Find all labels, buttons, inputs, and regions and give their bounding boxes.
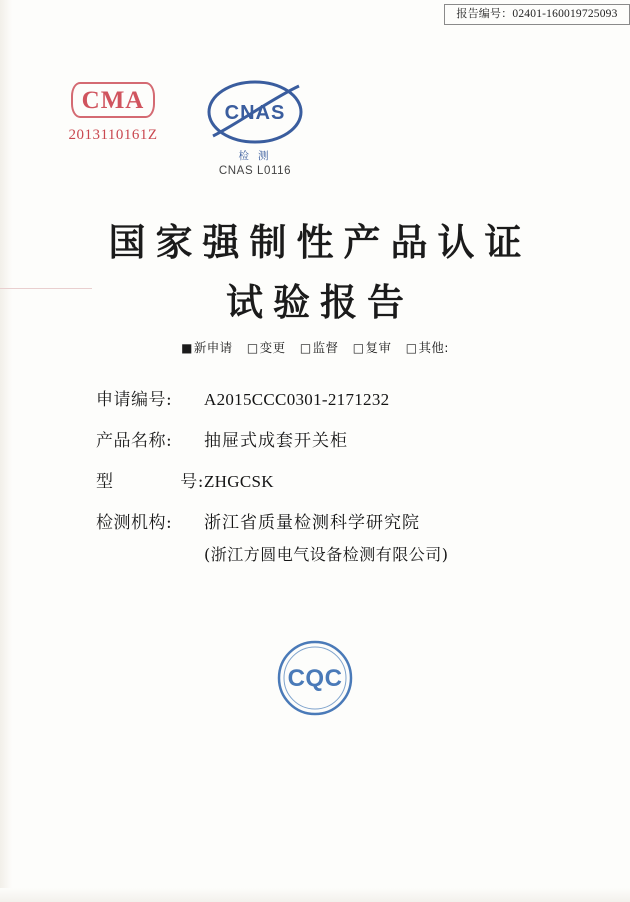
application-type-row xyxy=(0,338,630,356)
cnas-subtext: 检 测 xyxy=(238,150,272,162)
svg-text:CNAS: CNAS xyxy=(224,102,286,124)
checkbox-label-0: 新申请 xyxy=(193,340,233,355)
report-number-label: 报告编号： xyxy=(456,8,513,20)
field-value-application-number: A2015CCC0301-2171232 xyxy=(204,390,390,409)
field-row-product-name xyxy=(96,429,566,453)
field-row-testing-organization xyxy=(96,511,566,535)
field-value-product-name: 抽屉式成套开关柜 xyxy=(204,431,348,451)
checkbox-box-1[interactable]: □ xyxy=(246,341,259,355)
accreditation-marks xyxy=(40,78,340,188)
field-label-model xyxy=(96,470,204,494)
scan-edge-left xyxy=(0,0,12,902)
field-row-model xyxy=(96,470,566,494)
checkbox-label-1: 变更 xyxy=(259,340,286,355)
report-number-box xyxy=(444,4,630,25)
cma-certificate-number: 2013110161Z xyxy=(68,127,158,143)
checkbox-label-4: 其他: xyxy=(418,340,449,355)
cnas-lab-id: CNAS L0116 xyxy=(218,165,292,177)
field-label-testing-organization: 检测机构: xyxy=(96,513,173,533)
checkbox-option-0[interactable] xyxy=(181,340,232,355)
field-value-testing-organization: 浙江省质量检测科学研究院 xyxy=(204,513,420,533)
field-label-model-left: 型 xyxy=(96,472,114,492)
field-label-application-number: 申请编号: xyxy=(96,390,173,410)
svg-text:CQC: CQC xyxy=(287,665,343,692)
report-fields xyxy=(96,388,566,581)
cma-badge-icon xyxy=(71,82,155,118)
field-row-application-number xyxy=(96,388,566,412)
report-number-value: 02401-160019725093 xyxy=(512,8,618,20)
cqc-logo-icon xyxy=(271,634,359,722)
checkbox-box-2[interactable]: □ xyxy=(299,341,312,355)
checkbox-box-4[interactable]: □ xyxy=(405,341,418,355)
page-title-line2: 试验报告 xyxy=(226,280,414,324)
cma-mark xyxy=(48,82,178,144)
checkbox-label-3: 复审 xyxy=(365,340,392,355)
checkbox-option-1[interactable] xyxy=(247,340,286,355)
field-label-product-name: 产品名称: xyxy=(96,431,173,451)
checkbox-label-2: 监督 xyxy=(312,340,339,355)
checkbox-option-4[interactable] xyxy=(406,340,449,355)
cqc-seal xyxy=(0,634,630,722)
cma-label: CMA xyxy=(81,87,145,114)
checkbox-box-3[interactable]: □ xyxy=(352,341,365,355)
checkbox-box-0[interactable]: ■ xyxy=(181,341,193,355)
field-value-model: ZHGCSK xyxy=(204,472,274,491)
page-title-line1: 国家强制性产品认证 xyxy=(108,220,532,264)
cnas-mark xyxy=(180,78,330,177)
checkbox-option-3[interactable] xyxy=(353,340,392,355)
cnas-oval-icon xyxy=(203,78,307,150)
checkbox-option-2[interactable] xyxy=(300,340,339,355)
field-value-testing-organization-sub: (浙江方圆电气设备检测有限公司) xyxy=(204,545,449,564)
scan-edge-bottom xyxy=(0,888,630,902)
field-label-model-right: 号: xyxy=(180,472,204,492)
